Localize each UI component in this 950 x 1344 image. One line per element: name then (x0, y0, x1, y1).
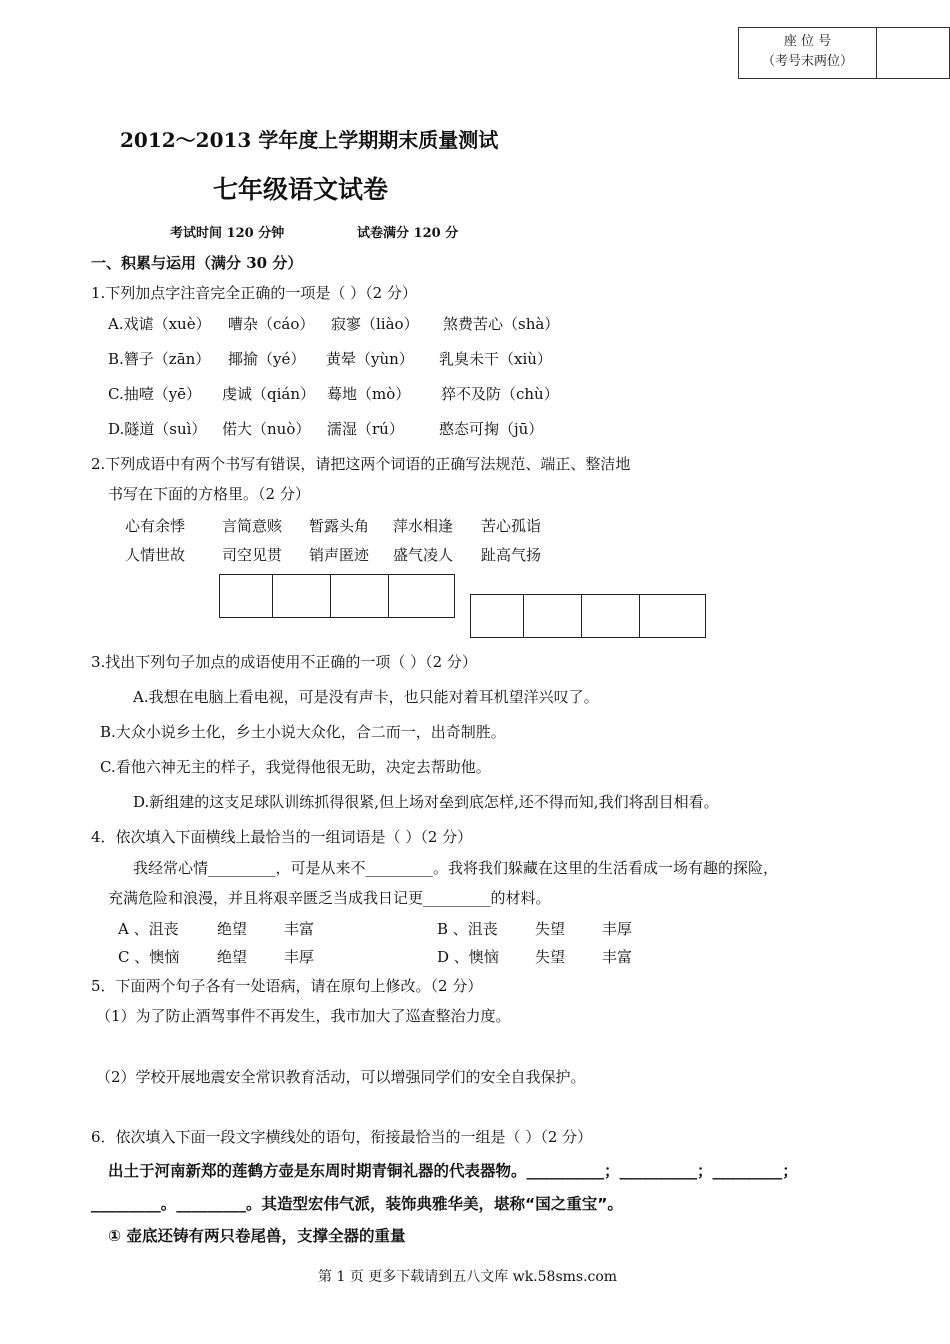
q1-option-d-2: 偌大（nuò） (222, 420, 311, 438)
seat-number-box (738, 27, 950, 79)
q4-option-d-1: D 、懊恼 (437, 948, 499, 966)
q1-option-a-3: 寂寥（liào） (331, 315, 419, 333)
q4-option-c-3: 丰厚 (284, 948, 315, 966)
q2-idiom: 人情世故 (125, 546, 186, 564)
section-heading: 一、积累与运用（满分 30 分） (91, 254, 303, 272)
q4-option-c-2: 绝望 (217, 948, 248, 966)
answer-cell[interactable] (524, 595, 582, 637)
answer-cell[interactable] (471, 595, 524, 637)
q3-option-a: A.我想在电脑上看电视，可是没有声卡，也只能对着耳机望洋兴叹了。 (133, 688, 599, 706)
seat-label-title: 座 位 号 (783, 34, 832, 49)
q6-passage-line2: _________。_________。其造型宏伟气派，装饰典雅华美，堪称“国之重宝”。 (91, 1195, 623, 1213)
q5-stem: 5．下面两个句子各有一处语病，请在原句上修改。（2 分） (91, 977, 483, 995)
q5-sentence-1: （1）为了防止酒驾事件不再发生，我市加大了巡查整治力度。 (96, 1007, 511, 1025)
q3-option-d: D.新组建的这支足球队训练抓得很紧,但上场对垒到底怎样,还不得而知,我们将刮目相看。 (133, 793, 719, 811)
exam-title: 2012～2013 学年度上学期期末质量测试 (120, 128, 499, 152)
answer-grid-1[interactable] (219, 574, 455, 618)
q4-passage-line2: 充满危险和浪漫，并且将艰辛匮乏当成我日记更_________的材料。 (108, 889, 551, 907)
q2-idiom: 趾高气扬 (481, 546, 542, 564)
q1-option-d-3: 濡湿（rú） (327, 420, 404, 438)
q2-idiom: 盛气凌人 (393, 546, 454, 564)
q2-idiom: 暂露头角 (309, 517, 370, 535)
q1-option-c-1: C.抽噎（yē） (108, 385, 202, 403)
q6-passage-line1: 出土于河南新郑的莲鹤方壶是东周时期青铜礼器的代表器物。__________；__________；_________； (108, 1162, 798, 1180)
q6-stem: 6．依次填入下面一段文字横线处的语句，衔接最恰当的一组是（ ）（2 分） (91, 1128, 593, 1146)
q4-option-a-1: A 、沮丧 (118, 920, 179, 938)
exam-time: 考试时间 120 分钟 (170, 226, 285, 241)
answer-cell[interactable] (220, 575, 273, 617)
q3-option-c: C.看他六神无主的样子，我觉得他很无助，决定去帮助他。 (100, 758, 491, 776)
q6-item-1: ① 壶底还铸有两只卷尾兽，支撑全器的重量 (108, 1227, 406, 1245)
q1-option-b-1: B.簪子（zān） (108, 350, 211, 368)
q1-option-b-2: 揶揄（yé） (228, 350, 306, 368)
q4-option-d-3: 丰富 (602, 948, 633, 966)
q2-idiom: 心有余悸 (125, 517, 186, 535)
q4-option-a-3: 丰富 (284, 920, 315, 938)
answer-cell[interactable] (331, 575, 389, 617)
q3-stem: 3.找出下列句子加点的成语使用不正确的一项（ ）（2 分） (91, 653, 477, 671)
q2-idiom: 司空见贯 (222, 546, 283, 564)
q1-option-c-4: 猝不及防（chù） (441, 385, 559, 403)
q2-stem-line1: 2.下列成语中有两个书写有错误，请把这两个词语的正确写法规范、端正、整洁地 (91, 455, 631, 473)
q1-option-c-2: 虔诚（qián） (222, 385, 316, 403)
q2-idiom: 销声匿迹 (309, 546, 370, 564)
q2-idiom: 苦心孤诣 (481, 517, 542, 535)
answer-cell[interactable] (273, 575, 331, 617)
q1-option-d-4: 憨态可掬（jū） (439, 420, 544, 438)
exam-score: 试卷满分 120 分 (357, 226, 459, 241)
q4-stem: 4．依次填入下面横线上最恰当的一组词语是（ ）（2 分） (91, 828, 473, 846)
q1-option-a-2: 嘈杂（cáo） (228, 315, 315, 333)
q1-option-c-3: 蓦地（mò） (327, 385, 411, 403)
q4-option-d-2: 失望 (535, 948, 566, 966)
q2-idiom: 萍水相逢 (393, 517, 454, 535)
q4-option-b-2: 失望 (535, 920, 566, 938)
answer-cell[interactable] (389, 575, 454, 617)
answer-cell[interactable] (640, 595, 705, 637)
seat-number-field[interactable] (877, 28, 949, 78)
exam-subtitle: 七年级语文试卷 (213, 175, 389, 204)
q3-option-b: B.大众小说乡土化，乡土小说大众化，合二而一，出奇制胜。 (100, 723, 506, 741)
q2-idiom: 言简意赅 (222, 517, 283, 535)
q1-option-a-1: A.戏谑（xuè） (108, 315, 211, 333)
q1-option-b-3: 黄晕（yùn） (326, 350, 414, 368)
q4-option-a-2: 绝望 (217, 920, 248, 938)
q5-sentence-2: （2）学校开展地震安全常识教育活动，可以增强同学们的安全自我保护。 (96, 1068, 586, 1086)
q4-option-b-3: 丰厚 (602, 920, 633, 938)
page-footer: 第 1 页 更多下载请到五八文库 wk.58sms.com (318, 1269, 618, 1285)
q1-option-b-4: 乳臭未干（xiù） (439, 350, 552, 368)
q1-stem: 1.下列加点字注音完全正确的一项是（ ）（2 分） (91, 284, 417, 302)
q4-option-c-1: C 、懊恼 (118, 948, 180, 966)
q2-stem-line2: 书写在下面的方格里。（2 分） (108, 485, 310, 503)
answer-grid-2[interactable] (470, 594, 706, 638)
q1-option-a-4: 煞费苦心（shà） (443, 315, 560, 333)
seat-number-label (739, 28, 877, 78)
q1-option-d-1: D.隧道（suì） (108, 420, 207, 438)
q4-passage-line1: 我经常心情_________，可是从来不_________。我将我们躲藏在这里的生活看成一场有趣的探险， (133, 859, 779, 877)
answer-cell[interactable] (582, 595, 640, 637)
q4-option-b-1: B 、沮丧 (437, 920, 498, 938)
seat-label-sub: （考号末两位） (761, 54, 853, 69)
